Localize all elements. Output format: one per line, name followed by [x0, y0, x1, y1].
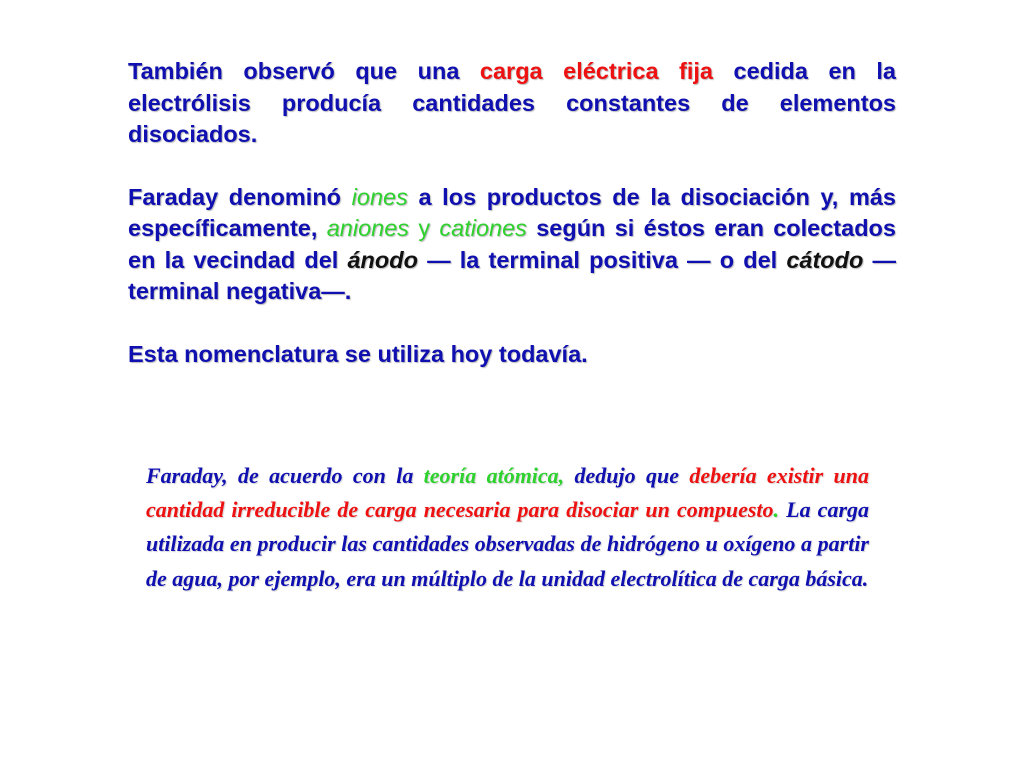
text-segment: dedujo que [564, 463, 690, 488]
paragraph-iones [128, 182, 896, 308]
text-segment: Faraday, de acuerdo con la [146, 463, 424, 488]
term-catodo: cátodo [786, 246, 864, 273]
period-mark: . [773, 497, 780, 523]
text-segment: — terminal negativa—. [128, 246, 897, 304]
paragraph-nomenclatura: Esta nomenclatura se utiliza hoy todavía. [128, 340, 588, 367]
text-segment: También observó que una [128, 58, 480, 84]
faraday-quote-block [146, 459, 869, 596]
text-segment: — la terminal positiva — o del [417, 246, 787, 273]
text-segment: cedida en la electrólisis producía cantidades constantes de elementos disociados. [128, 58, 896, 147]
text-y: y [409, 215, 440, 241]
term-iones: iones [351, 183, 408, 210]
highlight-carga-electrica-fija: carga eléctrica fija [479, 58, 713, 84]
text-segment: La carga utilizada en producir las cantidades observadas de hidrógeno u oxígeno a partir de agua, por ejemplo, era un múltiplo de la unidad electrolítica de carga básica. [146, 497, 870, 591]
main-text-block [128, 56, 896, 370]
term-anodo: ánodo [347, 246, 418, 273]
text-segment: según si éstos eran colectados en la vecindad del [128, 215, 896, 273]
paragraph-faraday-deduccion [146, 459, 869, 596]
term-aniones: aniones [326, 215, 410, 241]
term-teoria-atomica: teoría atómica, [423, 463, 565, 488]
term-cationes: cationes [439, 215, 527, 241]
text-segment: Faraday denominó [128, 183, 352, 210]
text-segment: a los productos de la disociación y, más específicamente, [128, 183, 896, 241]
highlight-carga-irreducible: debería existir una cantidad irreducible de carga necesaria para disociar un compuesto [146, 463, 869, 523]
paragraph-carga-fija [128, 56, 896, 151]
